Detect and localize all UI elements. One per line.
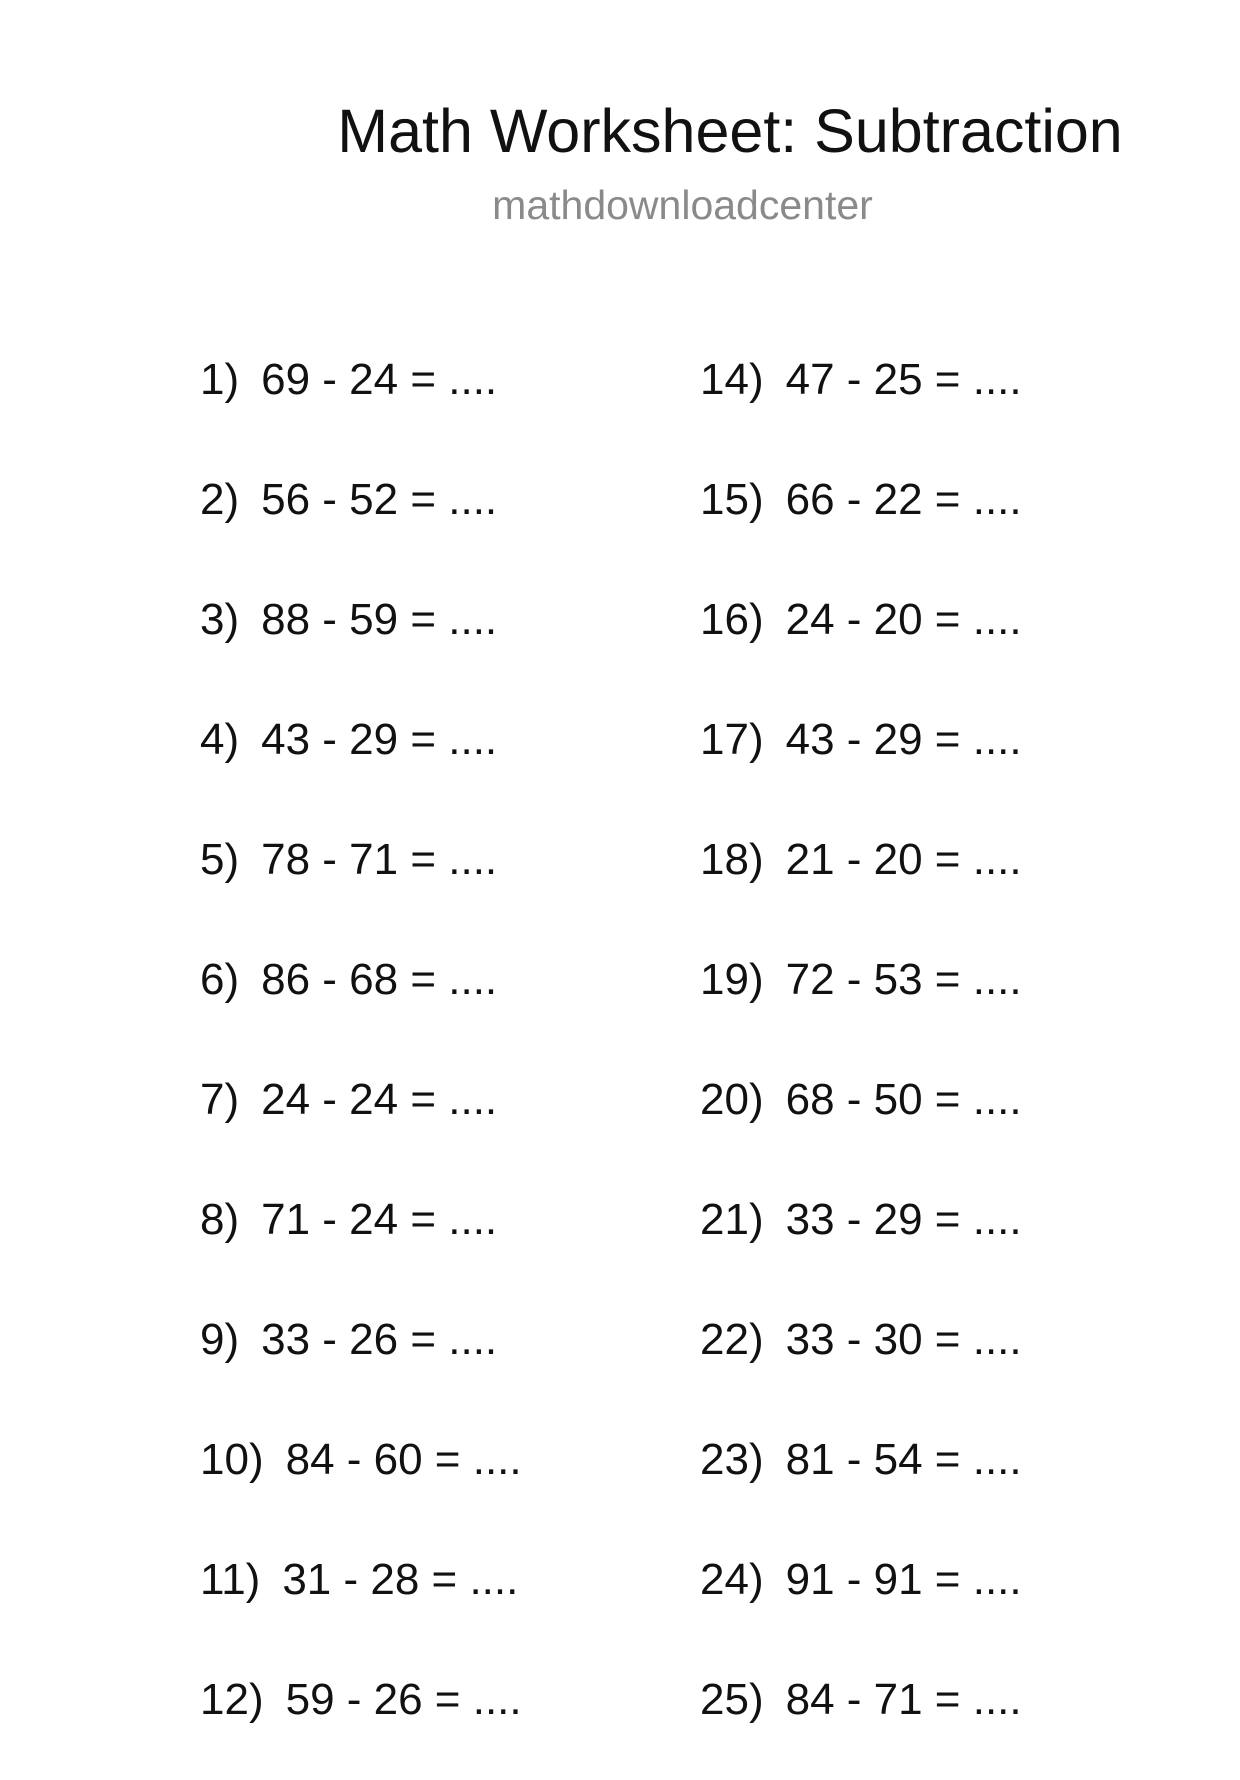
problem-number: 16): [700, 595, 764, 644]
problem-expression: 78 - 71 = ....: [261, 835, 498, 884]
problem-item: [700, 1300, 1120, 1420]
problem-number: 1): [200, 355, 240, 404]
problem-number: 23): [700, 1435, 764, 1484]
problem-expression: 88 - 59 = ....: [261, 595, 498, 644]
problem-expression: 21 - 20 = ....: [785, 835, 1022, 884]
problem-number: 5): [200, 835, 240, 884]
problem-column-left: [200, 340, 620, 1780]
problem-number: 6): [200, 955, 240, 1004]
worksheet-source: mathdownloadcenter: [492, 182, 873, 228]
problem-expression: 91 - 91 = ....: [785, 1555, 1022, 1604]
problem-number: 14): [700, 355, 764, 404]
problem-number: 9): [200, 1315, 240, 1364]
problem-item: [200, 1660, 620, 1780]
problem-item: [700, 580, 1120, 700]
problem-expression: 24 - 24 = ....: [261, 1075, 498, 1124]
problem-number: 24): [700, 1555, 764, 1604]
problem-item: [700, 820, 1120, 940]
problem-expression: 81 - 54 = ....: [785, 1435, 1022, 1484]
problem-number: 21): [700, 1195, 764, 1244]
problem-number: 22): [700, 1315, 764, 1364]
problem-expression: 56 - 52 = ....: [261, 475, 498, 524]
problem-expression: 43 - 29 = ....: [785, 715, 1022, 764]
problem-item: [200, 820, 620, 940]
problem-column-right: [700, 340, 1120, 1780]
problem-item: [200, 340, 620, 460]
problem-number: 18): [700, 835, 764, 884]
problem-item: [200, 460, 620, 580]
problem-number: 10): [200, 1435, 264, 1484]
problem-item: [700, 1660, 1120, 1780]
problem-item: [700, 340, 1120, 460]
problem-number: 25): [700, 1675, 764, 1724]
problem-item: [700, 1060, 1120, 1180]
problem-expression: 68 - 50 = ....: [785, 1075, 1022, 1124]
problem-expression: 69 - 24 = ....: [261, 355, 498, 404]
worksheet-title: Math Worksheet: Subtraction: [337, 97, 1123, 165]
problem-item: [700, 700, 1120, 820]
problem-item: [200, 580, 620, 700]
problem-item: [700, 460, 1120, 580]
problem-number: 3): [200, 595, 240, 644]
problem-expression: 33 - 26 = ....: [261, 1315, 498, 1364]
problem-number: 11): [200, 1555, 261, 1604]
problem-item: [700, 1420, 1120, 1540]
problem-number: 15): [700, 475, 764, 524]
problem-expression: 66 - 22 = ....: [785, 475, 1022, 524]
problem-item: [200, 1060, 620, 1180]
problem-item: [700, 1180, 1120, 1300]
problem-item: [200, 1540, 620, 1660]
problem-expression: 72 - 53 = ....: [785, 955, 1022, 1004]
problem-item: [200, 940, 620, 1060]
problem-expression: 71 - 24 = ....: [261, 1195, 498, 1244]
problem-expression: 33 - 29 = ....: [785, 1195, 1022, 1244]
problem-expression: 31 - 28 = ....: [282, 1555, 519, 1604]
problem-item: [700, 1540, 1120, 1660]
problem-expression: 47 - 25 = ....: [785, 355, 1022, 404]
problem-expression: 59 - 26 = ....: [285, 1675, 522, 1724]
problem-expression: 43 - 29 = ....: [261, 715, 498, 764]
problem-expression: 84 - 60 = ....: [285, 1435, 522, 1484]
problem-number: 4): [200, 715, 240, 764]
problem-item: [200, 1300, 620, 1420]
problem-number: 12): [200, 1675, 264, 1724]
problem-number: 17): [700, 715, 764, 764]
problem-item: [200, 1420, 620, 1540]
problem-item: [200, 1180, 620, 1300]
problem-item: [200, 700, 620, 820]
problem-item: [700, 940, 1120, 1060]
problem-expression: 24 - 20 = ....: [785, 595, 1022, 644]
problem-number: 2): [200, 475, 240, 524]
problem-number: 20): [700, 1075, 764, 1124]
problem-expression: 33 - 30 = ....: [785, 1315, 1022, 1364]
problem-number: 7): [200, 1075, 240, 1124]
problem-expression: 84 - 71 = ....: [785, 1675, 1022, 1724]
problem-expression: 86 - 68 = ....: [261, 955, 498, 1004]
problem-number: 8): [200, 1195, 240, 1244]
problem-number: 19): [700, 955, 764, 1004]
